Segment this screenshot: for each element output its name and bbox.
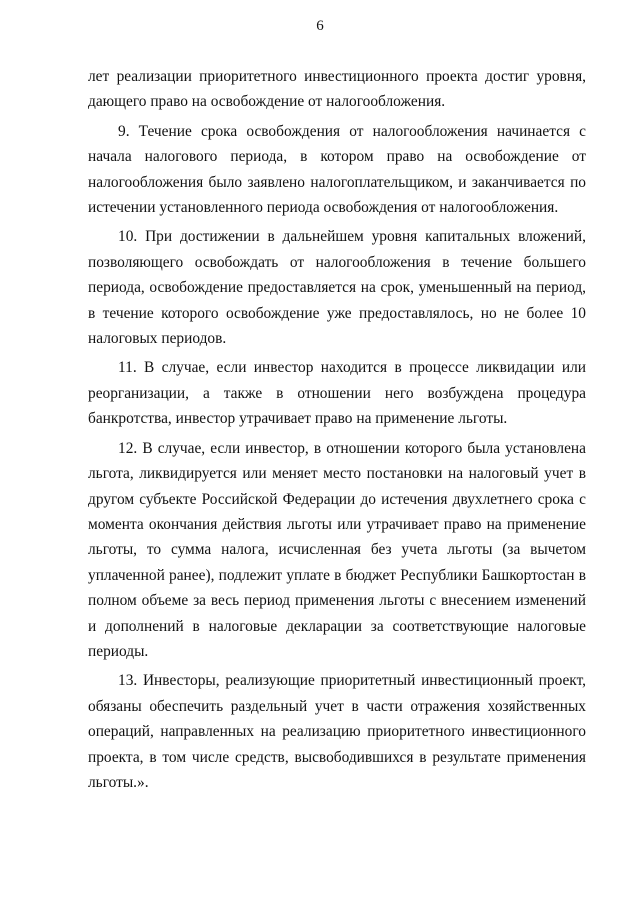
paragraph-11: 11. В случае, если инвестор находится в процессе ликвидации или реорганизации, а также в отношении него возбуждена процедура банкротства, инвестор утрачивает право на применение льготы. — [88, 359, 586, 428]
paragraph-13: 13. Инвесторы, реализующие приоритетный инвестиционный проект, обязаны обеспечить раздельный учет в части отражения хозяйственных операций, направленных на реализацию приоритетного инвестиционного проекта, в том числе средств, высвободившихся в результате применения льготы.». — [88, 672, 586, 791]
paragraph-continuation: лет реализации приоритетного инвестиционного проекта достиг уровня, дающего право на освобождение от налогообложения. — [88, 68, 586, 111]
paragraph-9: 9. Течение срока освобождения от налогообложения начинается с начала налогового периода, в котором право на освобождение от налогообложения было заявлено налогоплательщиком, и заканчивается по истечении установленного периода освобождения от налогообложения. — [88, 122, 586, 217]
page-number: 6 — [316, 18, 324, 34]
document-body — [88, 64, 586, 799]
paragraph-10: 10. При достижении в дальнейшем уровня капитальных вложений, позволяющего освобождать от налогообложения в течение большего периода, освобождение предоставляется на срок, уменьшенный на период, в течение которого освобождение уже предоставлялось, но не более 10 налоговых периодов. — [88, 228, 586, 348]
paragraph-12: 12. В случае, если инвестор, в отношении которого была установлена льгота, ликвидируется или меняет место постановки на налоговый учет в другом субъекте Российской Федерации до истечения двухлетнего срока с момента окончания действия льготы или утрачивает право на применение льготы, то сумма налога, исчисленная без учета льготы (за вычетом уплаченной ранее), подлежит уплате в бюджет Республики Башкортостан в полном объеме за весь период применения льготы с внесением изменений и дополнений в налоговые декларации за соответствующие налоговые периоды. — [88, 439, 586, 660]
